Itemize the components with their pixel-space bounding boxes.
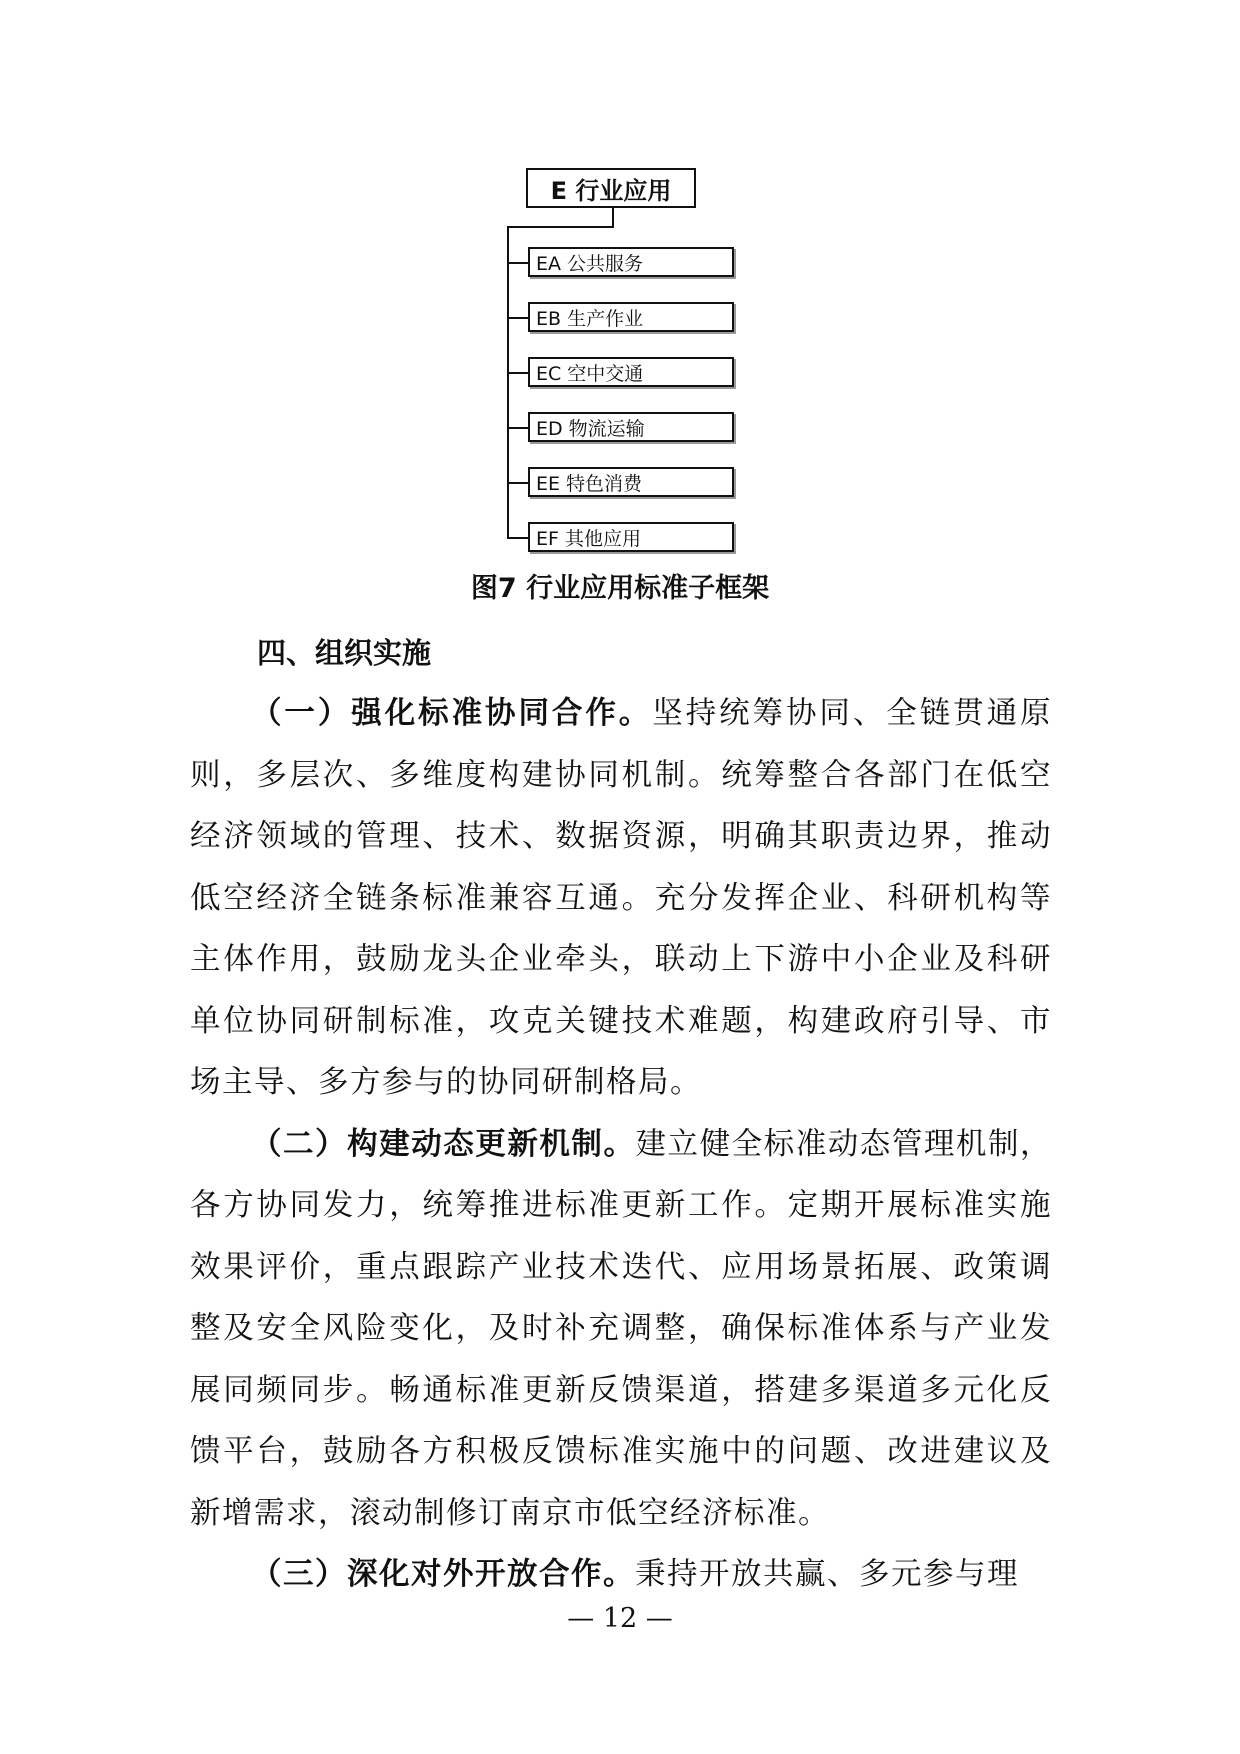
- connector-line: [507, 226, 509, 539]
- diagram-child-box: EE 特色消费: [528, 467, 734, 497]
- connector-line: [507, 317, 528, 319]
- body-text: [190, 683, 1052, 1606]
- diagram-child-box: EA 公共服务: [528, 247, 734, 277]
- connector-line: [507, 427, 528, 429]
- paragraph-text: 秉持开放共赢、多元参与理: [635, 1557, 1019, 1592]
- paragraph: [190, 683, 1052, 1114]
- paragraph-lead: （一）强化标准协同合作。: [251, 695, 653, 731]
- paragraph-lead: （三）深化对外开放合作。: [251, 1556, 635, 1592]
- diagram-child-box: ED 物流运输: [528, 412, 734, 442]
- paragraph-text: 坚持统筹协同、全链贯通原则，多层次、多维度构建协同机制。统筹整合各部门在低空经济领域的管理、技术、数据资源，明确其职责边界，推动低空经济全链条标准兼容互通。充分发挥企业、科研机构等主体作用，鼓励龙头企业牵头，联动上下游中小企业及科研单位协同研制标准，攻克关键技术难题，构建政府引导、市场主导、多方参与的协同研制格局。: [190, 696, 1053, 1100]
- diagram-child-box: EC 空中交通: [528, 357, 734, 387]
- paragraph: [190, 1114, 1052, 1545]
- diagram-root-box: E 行业应用: [526, 168, 696, 208]
- page-number: — 12 —: [567, 1603, 673, 1634]
- connector-line: [507, 482, 528, 484]
- connector-line: [612, 208, 614, 227]
- paragraph-text: 建立健全标准动态管理机制，各方协同发力，统筹推进标准更新工作。定期开展标准实施效果评价，重点跟踪产业技术迭代、应用场景拓展、政策调整及安全风险变化，及时补充调整，确保标准体系与产业发展同频同步。畅通标准更新反馈渠道，搭建多渠道多元化反馈平台，鼓励各方积极反馈标准实施中的问题、改进建议及新增需求，滚动制修订南京市低空经济标准。: [190, 1126, 1052, 1531]
- framework-diagram: [0, 0, 1240, 560]
- connector-line: [507, 226, 614, 228]
- connector-line: [507, 372, 528, 374]
- connector-line: [507, 537, 528, 539]
- figure-caption: 图7 行业应用标准子框架: [470, 573, 770, 604]
- diagram-child-box: EF 其他应用: [528, 522, 734, 552]
- paragraph: [190, 1544, 1052, 1606]
- section-heading: 四、组织实施: [257, 636, 432, 670]
- paragraph-lead: （二）构建动态更新机制。: [251, 1125, 636, 1162]
- diagram-child-box: EB 生产作业: [528, 302, 734, 332]
- connector-line: [507, 262, 528, 264]
